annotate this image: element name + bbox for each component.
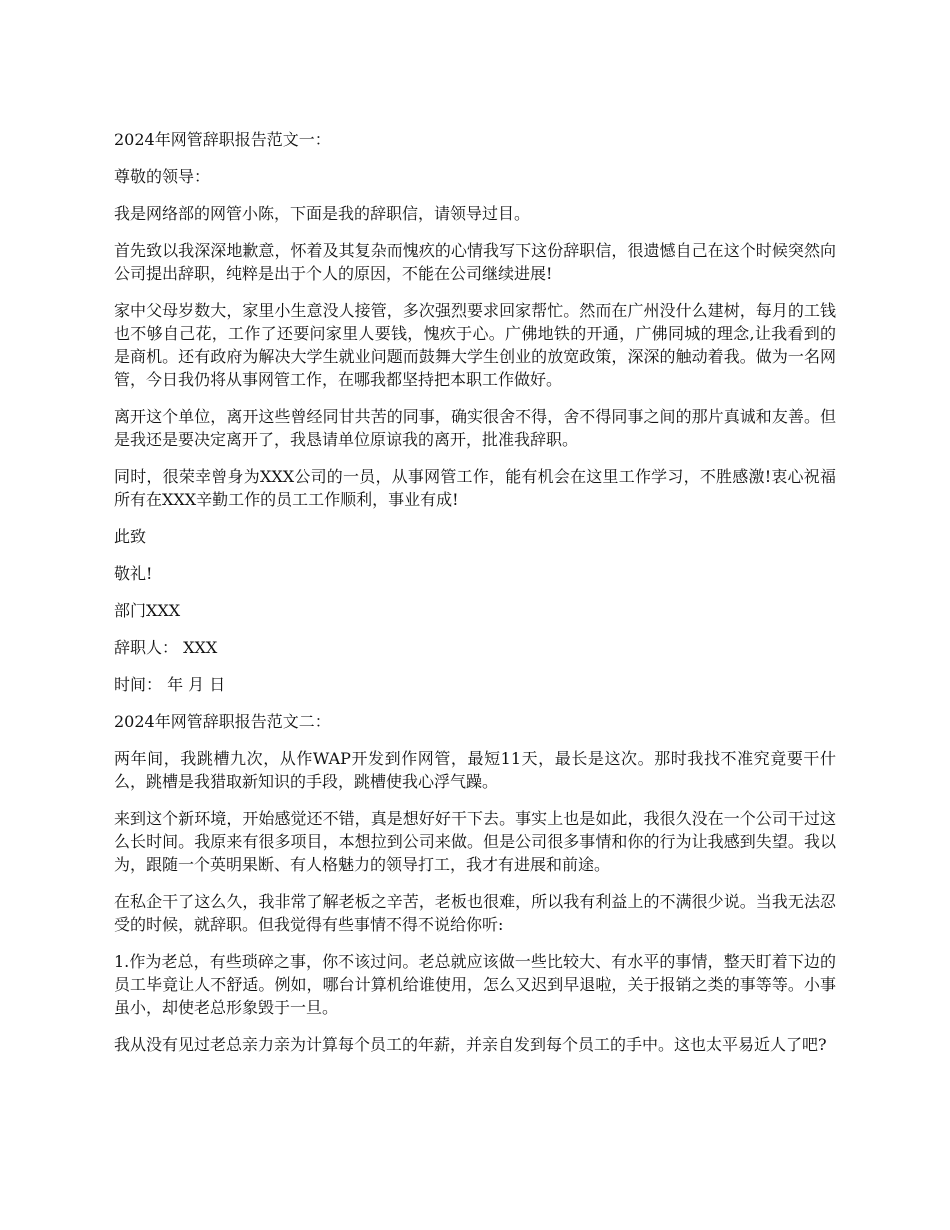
section-heading-1: 2024年网管辞职报告范文一： (114, 130, 331, 149)
paragraph: 同时，很荣幸曾身为XXX公司的一员，从事网管工作，能有机会在这里工作学习，不胜感激!衷心祝福所有在XXX辛勤工作的员工工作顺利，事业有成! (114, 467, 836, 509)
paragraph: 两年间，我跳槽九次，从作WAP开发到作网管，最短11天，最长是这次。那时我找不准究竟要干什么，跳槽是我猎取新知识的手段，跳槽使我心浮气躁。 (114, 749, 836, 791)
salutation: 尊敬的领导： (114, 167, 211, 186)
section-heading-2: 2024年网管辞职报告范文二： (114, 712, 331, 731)
closing-regards: 敬礼! (114, 564, 153, 583)
paragraph: 在私企干了这么久，我非常了解老板之辛苦，老板也很难，所以我有利益上的不满很少说。当我无法忍受的时候，就辞职。但我觉得有些事情不得不说给你听: (114, 892, 836, 934)
date-line: 时间： 年 月 日 (114, 675, 226, 694)
paragraph: 家中父母岁数大，家里小生意没人接管，多次强烈要求回家帮忙。然而在广州没什么建树，每月的工钱也不够自己花，工作了还要问家里人要钱，愧疚于心。广佛地铁的开通，广佛同城的理念,让我看到的是商机。还有政府为解决大学生就业问题而鼓舞大学生创业的放宽政策，深深的触动着我。做为一名网管，今日我仍将从事网管工作，在哪我都坚持把本职工作做好。 (114, 301, 836, 389)
signature-line: 辞职人： XXX (114, 638, 218, 657)
paragraph: 首先致以我深深地歉意，怀着及其复杂而愧疚的心情我写下这份辞职信，很遗憾自己在这个时候突然向公司提出辞职，纯粹是出于个人的原因，不能在公司继续进展! (114, 241, 836, 283)
paragraph: 1.作为老总，有些琐碎之事，你不该过问。老总就应该做一些比较大、有水平的事情，整天盯着下边的员工毕竟让人不舒适。例如，哪台计算机给谁使用，怎么又迟到早退啦，关于报销之类的事等等。小事虽小，却使老总形象毁于一旦。 (114, 952, 836, 1017)
paragraph: 我从没有见过老总亲力亲为计算每个员工的年薪，并亲自发到每个员工的手中。这也太平易近人了吧? (114, 1035, 827, 1054)
paragraph: 离开这个单位，离开这些曾经同甘共苦的同事，确实很舍不得，舍不得同事之间的那片真诚和友善。但是我还是要决定离开了，我恳请单位原谅我的离开，批准我辞职。 (114, 407, 836, 449)
document-body (114, 128, 836, 1070)
closing-line: 此致 (114, 527, 147, 546)
paragraph: 我是网络部的网管小陈，下面是我的辞职信，请领导过目。 (114, 204, 531, 223)
paragraph: 来到这个新环境，开始感觉还不错，真是想好好干下去。事实上也是如此，我很久没在一个公司干过这么长时间。我原来有很多项目，本想拉到公司来做。但是公司很多事情和你的行为让我感到失望。我以为，跟随一个英明果断、有人格魅力的领导打工，我才有进展和前途。 (114, 809, 836, 874)
department-line: 部门XXX (114, 601, 181, 620)
